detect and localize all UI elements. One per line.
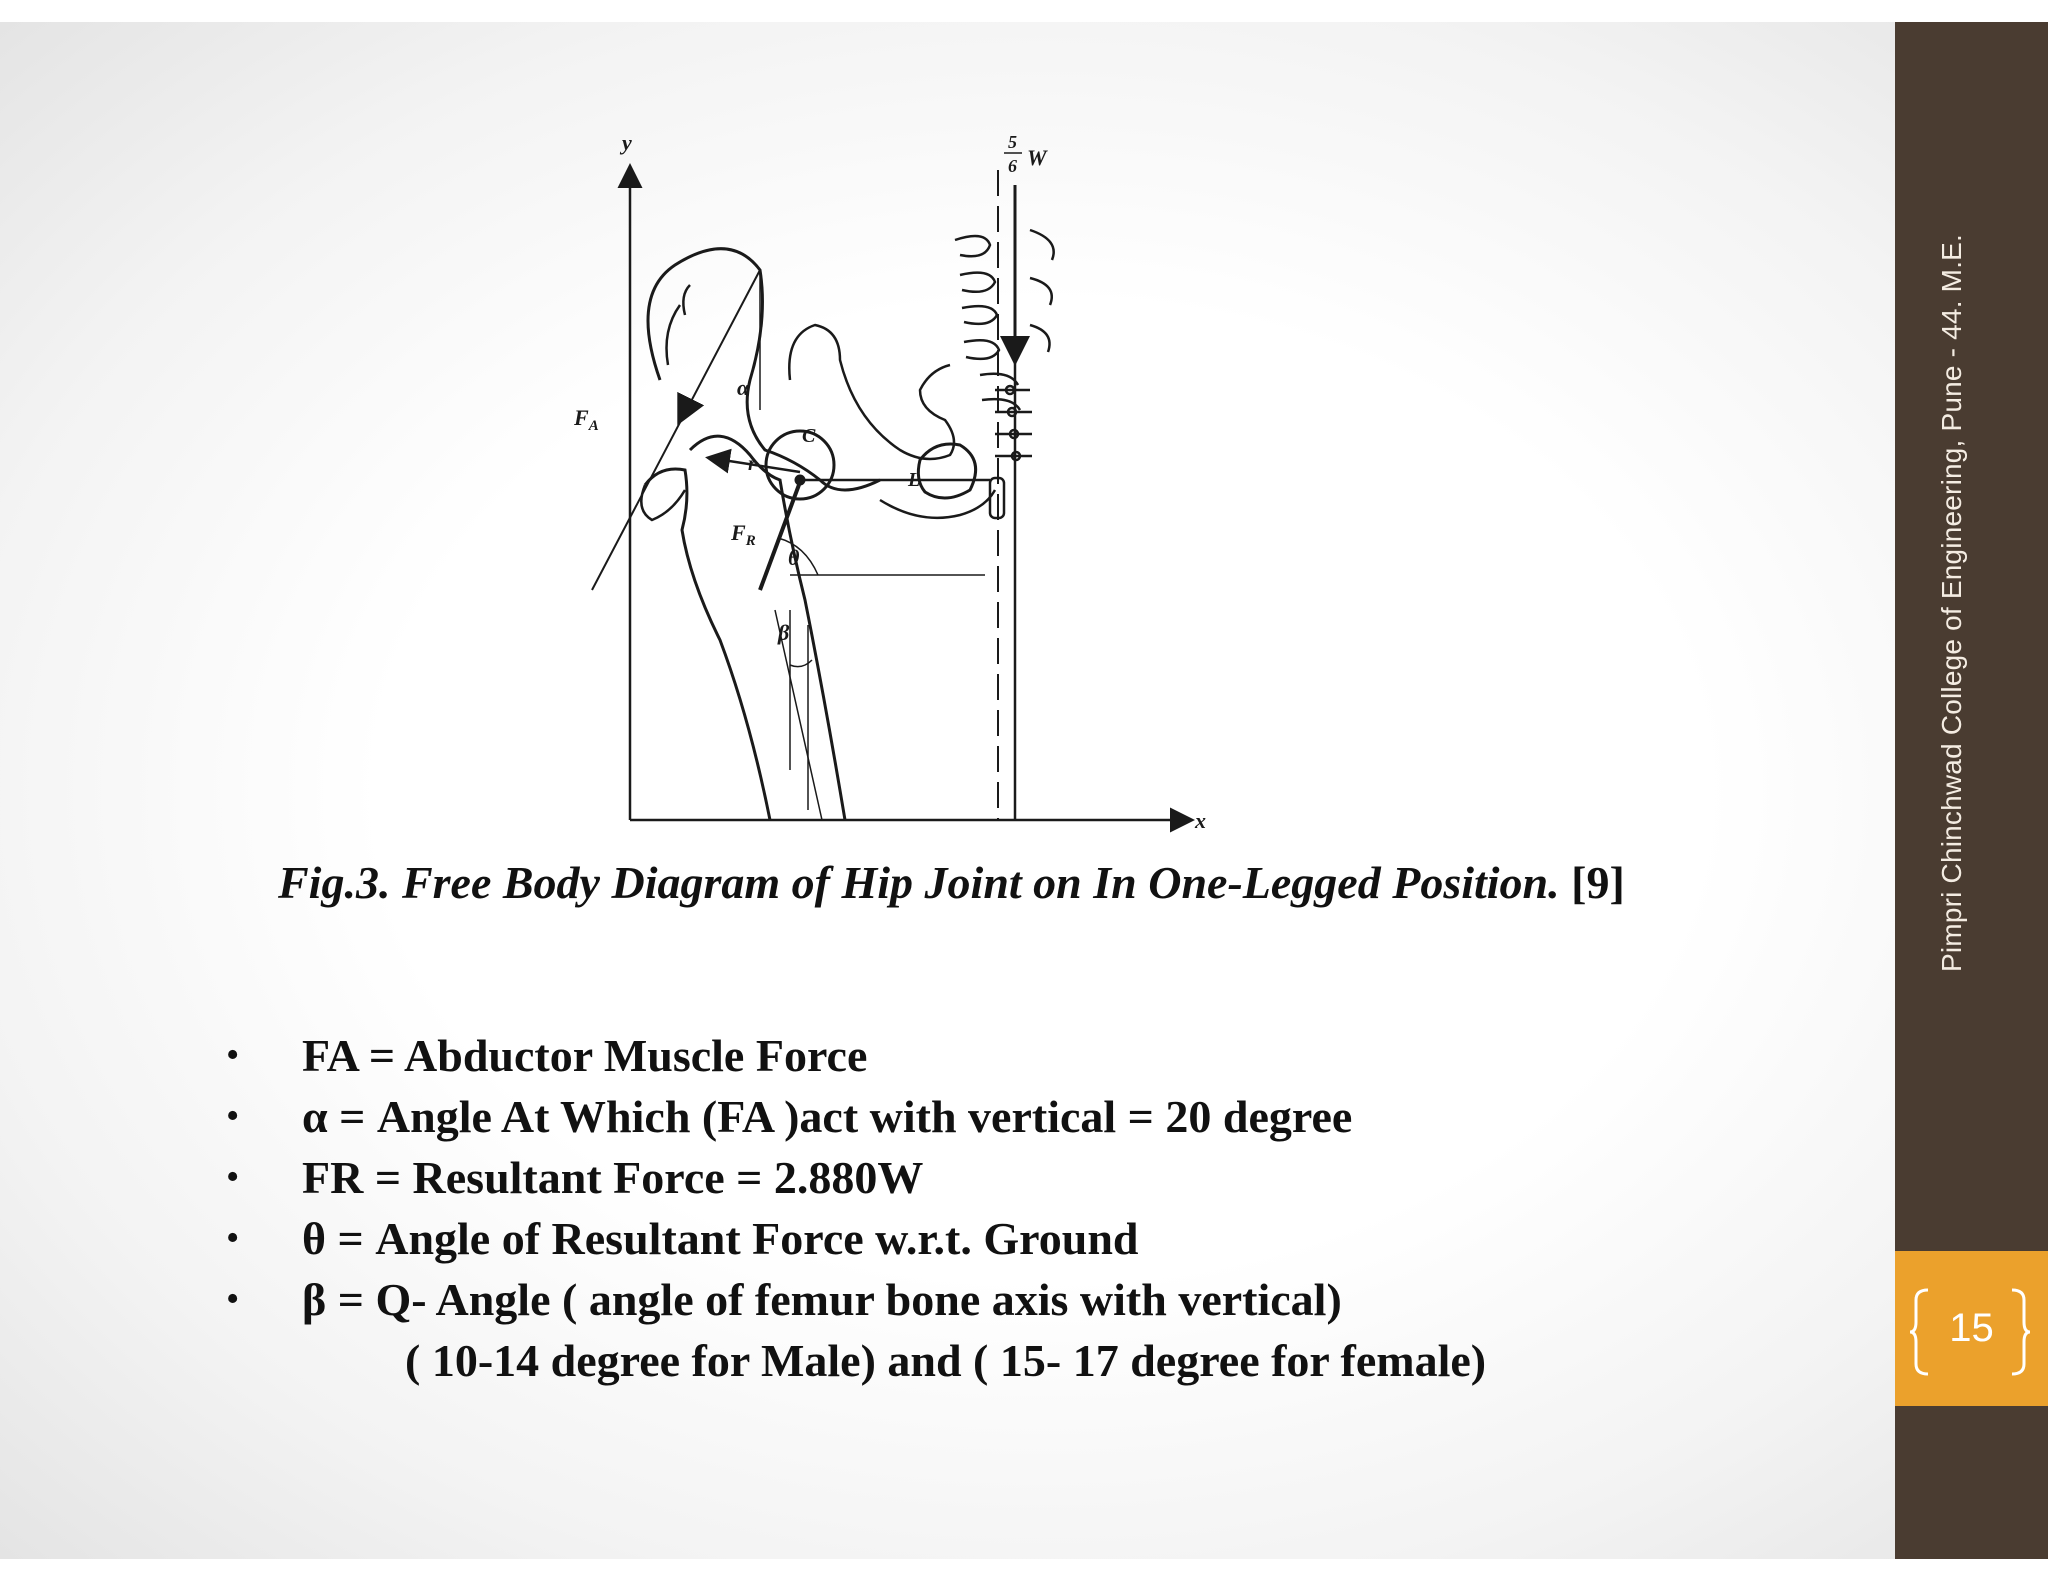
fa-label: $F_A$ — [574, 405, 599, 434]
r-label: r — [748, 453, 756, 475]
spine-vertebrae — [955, 230, 1054, 460]
y-axis-label: y — [622, 130, 632, 155]
list-item-continuation: ( 10-14 degree for Male) and ( 15- 17 degree for female) — [405, 1335, 1487, 1386]
beta-label: β — [778, 620, 790, 645]
list-item: • FA = Abductor Muscle Force — [220, 1025, 1486, 1086]
list-item: • β = Q- Angle ( angle of femur bone axis with vertical) — [220, 1269, 1486, 1330]
hip-joint-free-body-diagram — [574, 120, 1230, 840]
femur-shaft-outline — [645, 469, 770, 820]
pelvis-outline — [667, 285, 691, 365]
pubic-bone — [880, 490, 995, 518]
definitions-list — [220, 1025, 1486, 1391]
weight-numerator: 5 — [1008, 132, 1017, 152]
institution-label: Pimpri Chinchwad College of Engineering, Pune - 44. M.E. — [1936, 233, 1967, 972]
c-label: C — [802, 425, 816, 447]
figure-caption — [278, 856, 1625, 909]
list-item: • FR = Resultant Force = 2.880W — [220, 1147, 1486, 1208]
figure-caption-ref: [9] — [1571, 857, 1625, 908]
list-item: • α = Angle At Which (FA )act with vertical = 20 degree — [220, 1086, 1486, 1147]
greater-trochanter — [641, 485, 685, 520]
resultant-force-line — [760, 482, 800, 590]
x-axis-label: x — [1195, 808, 1206, 833]
page-number: 15 — [1949, 1306, 1994, 1350]
list-item: • θ = Angle of Resultant Force w.r.t. Ground — [220, 1208, 1486, 1269]
weight-denominator: 6 — [1008, 156, 1017, 176]
fr-label: $F_R$ — [731, 520, 756, 549]
abductor-force-arrow — [680, 400, 690, 420]
obturator-foramen — [918, 444, 975, 498]
weight-variable: W — [1027, 145, 1047, 170]
theta-label: θ — [788, 545, 800, 570]
l-label: L — [908, 469, 921, 491]
pelvis-ilium — [648, 249, 880, 490]
figure-caption-text: Fig.3. Free Body Diagram of Hip Joint on In One-Legged Position. — [278, 857, 1560, 908]
alpha-label: α — [737, 375, 750, 400]
